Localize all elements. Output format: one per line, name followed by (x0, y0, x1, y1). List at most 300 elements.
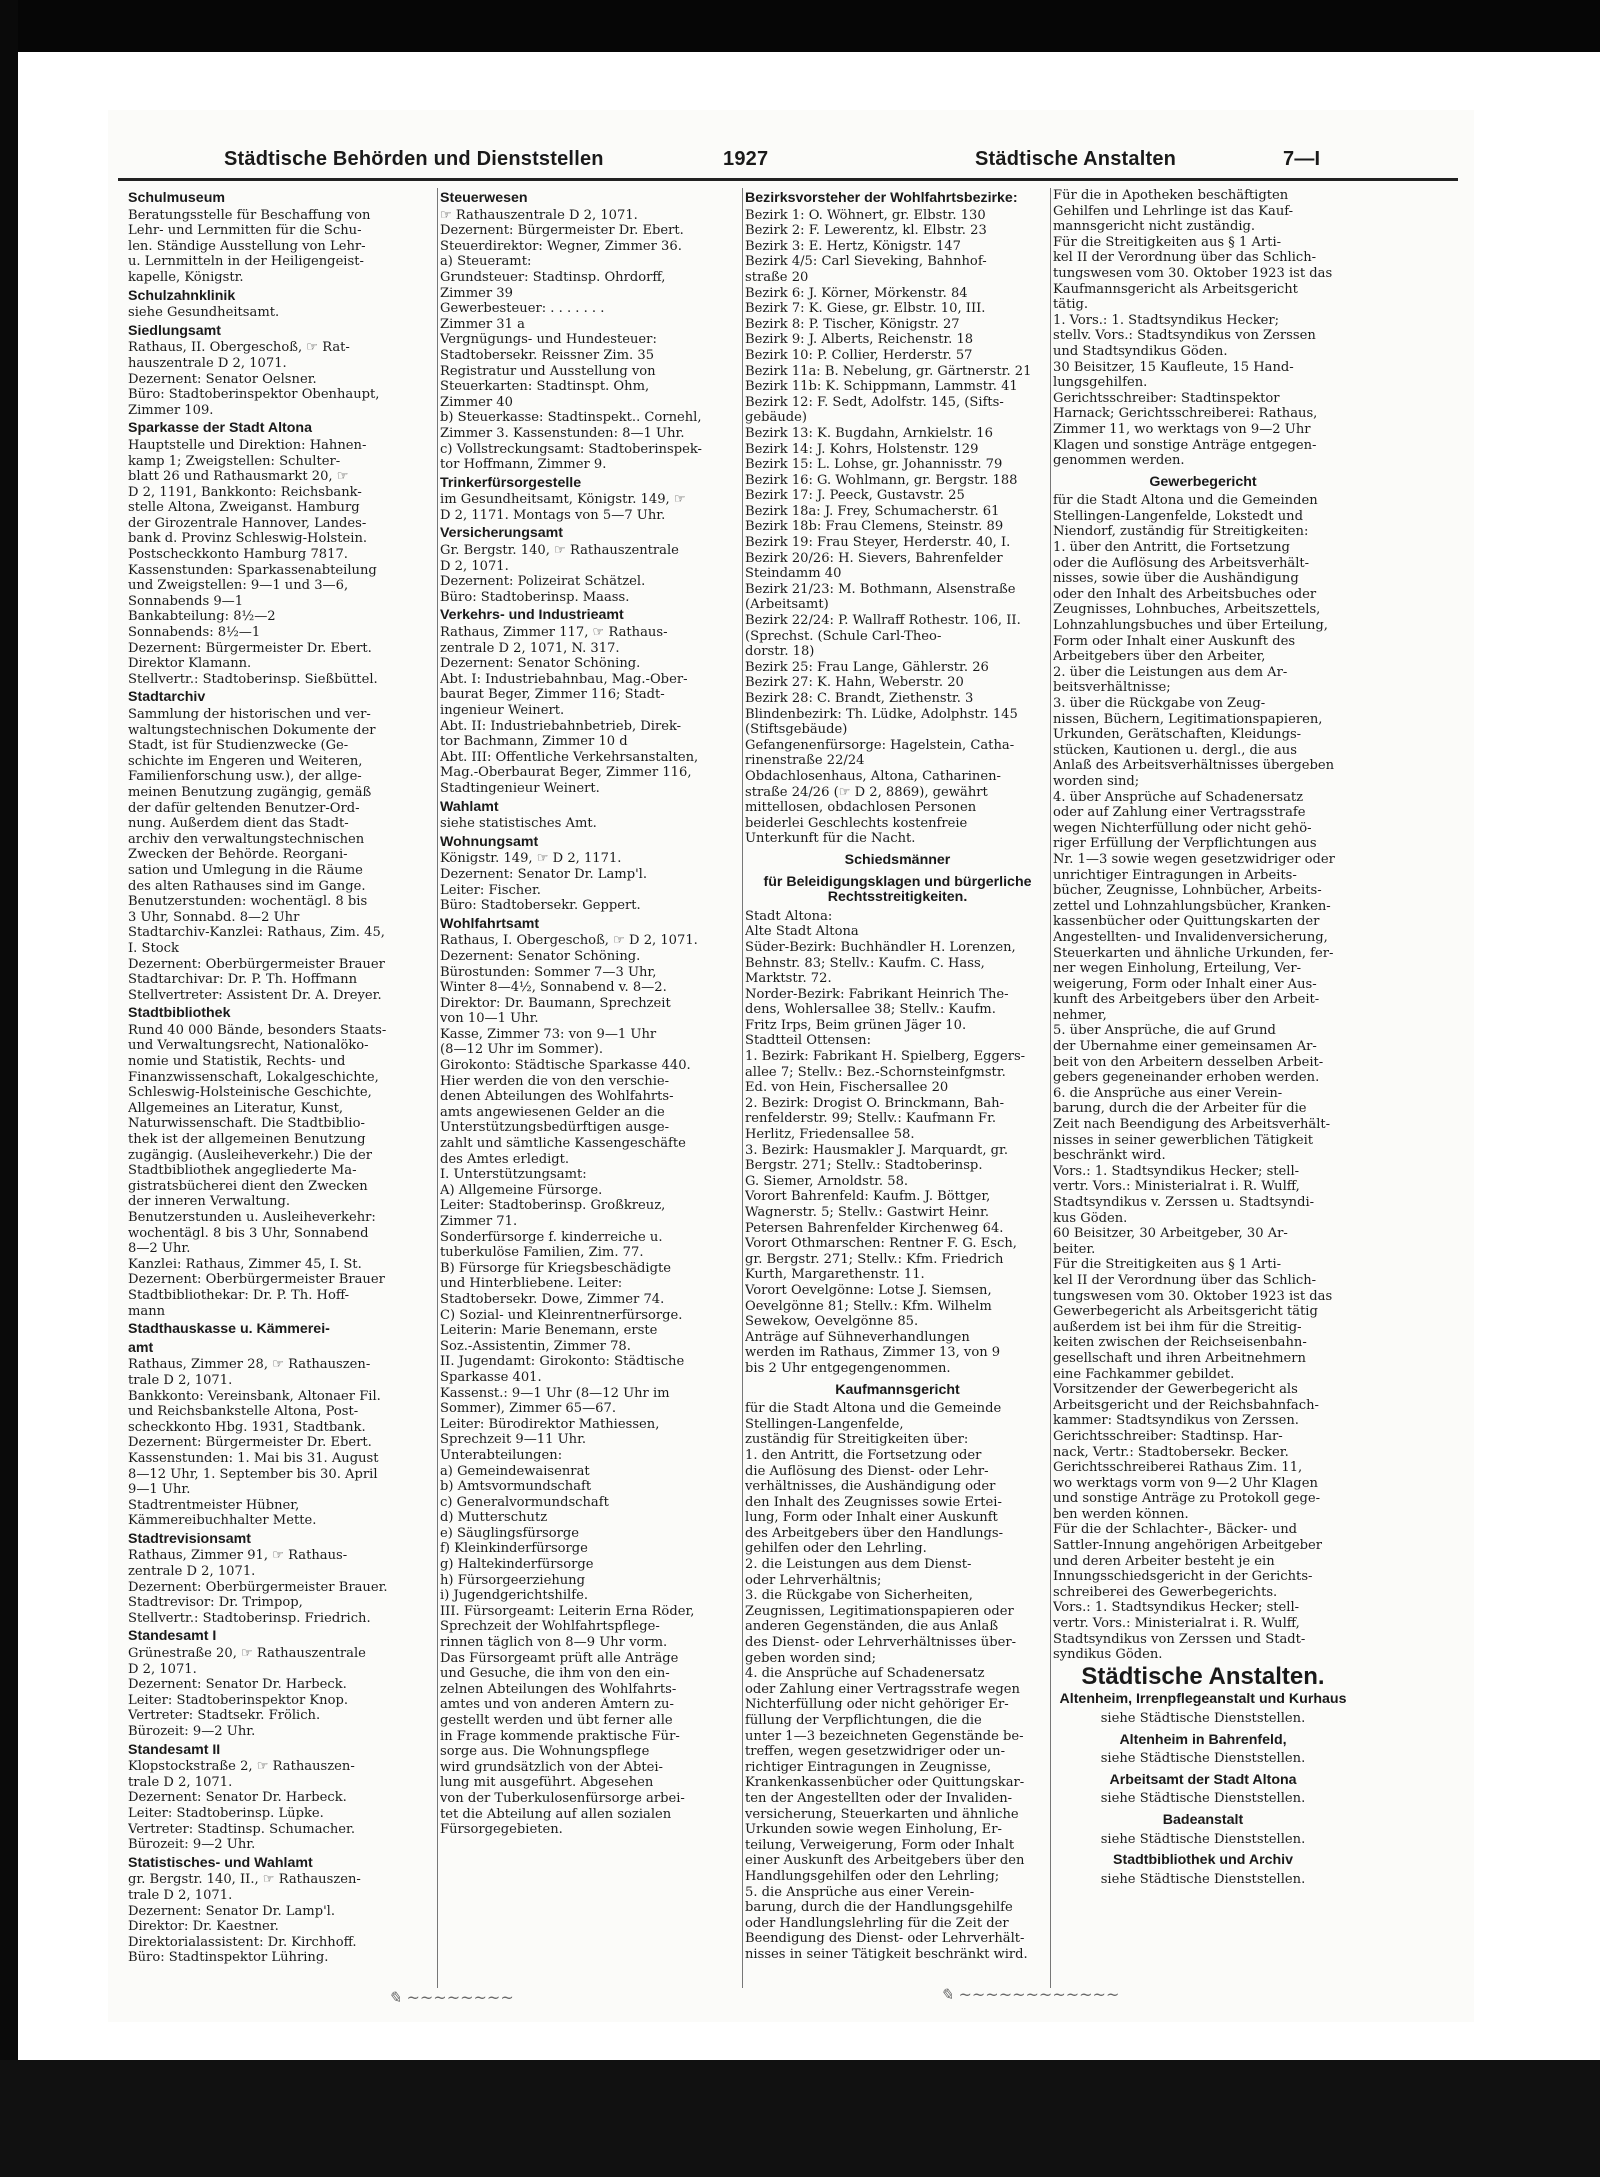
text-line: Dezernent: Oberbürgermeister Brauer (128, 1272, 385, 1288)
text-line: siehe statistisches Amt. (440, 816, 597, 832)
column-rule (437, 188, 438, 1988)
text-line: Registratur und Ausstellung von (440, 363, 656, 379)
text-line: vertr. Vors.: Ministerialrat i. R. Wulff, (1053, 1616, 1300, 1632)
text-line: Form oder Inhalt einer Auskunft des (1053, 633, 1296, 649)
text-line: in Frage kommende praktische Für- (440, 1728, 680, 1744)
text-line: zahlt und sämtliche Kassengeschäfte (440, 1136, 686, 1152)
text-line: Bezirk 1: O. Wöhnert, gr. Elbstr. 130 (745, 207, 986, 223)
text-line: siehe Städtische Dienststellen. (1100, 1871, 1306, 1887)
text-line: Leiter: Stadtoberinsp. Lüpke. (128, 1805, 324, 1821)
text-line: Das Fürsorgeamt prüft alle Anträge (440, 1650, 679, 1666)
text-line: b) Amtsvormundschaft (440, 1479, 592, 1495)
text-line: Vorsitzender der Gewerbegericht als (1053, 1382, 1298, 1398)
text-line: Leiterin: Marie Benemann, erste (440, 1323, 658, 1339)
text-line: 6. die Ansprüche aus einer Verein- (1053, 1085, 1283, 1101)
text-line: Abt. I: Industriebahnbau, Mag.-Ober- (440, 671, 688, 687)
text-line: Stadtingenieur Weinert. (440, 780, 600, 796)
text-line: Innungsschiedsgericht in der Gerichts- (1053, 1569, 1313, 1585)
text-line: allee 7; Stellv.: Bez.-Schornsteinfgmstr. (745, 1064, 1006, 1080)
text-line: bis 2 Uhr entgegengenommen. (745, 1360, 951, 1376)
text-line: ner wegen Einholung, Erteilung, Ver- (1053, 961, 1302, 977)
text-line: Bezirk 18b: Frau Clemens, Steinstr. 89 (745, 519, 1004, 535)
text-line: Leiter: Stadtoberinsp. Großkreuz, (440, 1198, 666, 1214)
text-line: des Arbeitgebers über den Handlungs- (745, 1525, 1004, 1541)
text-line: wochentägl. 8 bis 3 Uhr, Sonnabend (128, 1225, 369, 1241)
text-line: i) Jugendgerichtshilfe. (440, 1588, 588, 1604)
text-line: Hauptstelle und Direktion: Hahnen- (128, 437, 367, 453)
text-line: siehe Städtische Dienststellen. (1100, 1791, 1306, 1807)
text-line: trale D 2, 1071. (128, 1774, 233, 1790)
text-line: 3. die Rückgabe von Sicherheiten, (745, 1588, 973, 1604)
text-line: Kassenst.: 9—1 Uhr (8—12 Uhr im (440, 1385, 670, 1401)
text-line: rinnen täglich von 8—9 Uhr vorm. (440, 1635, 668, 1651)
text-line: nisses, sowie über die Aushändigung (1053, 571, 1299, 587)
text-line: die Auflösung des Dienst- oder Lehr- (745, 1463, 989, 1479)
text-line: meinen Benutzung zugängig, gemäß (128, 784, 372, 800)
text-line: Stadtarchiv-Kanzlei: Rathaus, Zim. 45, (128, 925, 385, 941)
text-line: Herlitz, Friedensallee 58. (745, 1127, 915, 1143)
text-line: von 10—1 Uhr. (440, 1011, 539, 1027)
header-year: 1927 (723, 148, 769, 170)
header-right-title: Städtische Anstalten (975, 148, 1177, 170)
text-line: (8—12 Uhr im Sommer). (440, 1042, 603, 1058)
text-line: straße 20 (745, 269, 809, 285)
text-line: D 2, 1071. (128, 1661, 197, 1677)
text-line: Stadtbibliothekar: Dr. P. Th. Hoff- (128, 1287, 350, 1303)
text-line: gr. Bergstr. 271; Stellv.: Kfm. Friedrich (745, 1251, 1004, 1267)
section-heading: Statistisches- und Wahlamt (128, 1854, 313, 1871)
text-line: Steindamm 40 (745, 566, 842, 582)
section-heading: Schulzahnklinik (128, 287, 236, 304)
text-line: und deren Arbeiter besteht je ein (1053, 1553, 1275, 1569)
text-line: 3 Uhr, Sonnabd. 8—2 Uhr (128, 909, 300, 925)
text-line: hauszentrale D 2, 1071. (128, 355, 287, 371)
text-line: Handlungsgehilfen oder den Lehrling; (745, 1868, 1000, 1884)
text-line: Bezirk 6: J. Körner, Mörkenstr. 84 (745, 285, 968, 301)
text-line: zentrale D 2, 1071, N. 317. (440, 640, 620, 656)
text-line: Schleswig-Holsteinische Geschichte, (128, 1085, 372, 1101)
text-line: Stadtteil Ottensen: (745, 1033, 871, 1049)
text-line: Dezernent: Senator Dr. Harbeck. (128, 1677, 347, 1693)
text-line: Steuerdirektor: Wegner, Zimmer 36. (440, 238, 682, 254)
section-heading: Gewerbegericht (1149, 473, 1257, 490)
text-line: Bezirk 2: F. Lewerentz, kl. Elbstr. 23 (745, 223, 987, 239)
header-page-number: 7—I (1283, 148, 1321, 170)
text-line: Sommer), Zimmer 65—67. (440, 1401, 616, 1417)
text-line: G. Siemer, Arnoldstr. 58. (745, 1173, 909, 1189)
text-line: nehmer, (1053, 1007, 1107, 1023)
text-line: dens, Wohlersallee 38; Stellv.: Kaufm. (745, 1002, 996, 1018)
text-line: Kämmereibuchhalter Mette. (128, 1513, 317, 1529)
text-line: unter 1—3 bezeichneten Gegenstände be- (745, 1728, 1024, 1744)
text-line: zuständig für Streitigkeiten über: (745, 1432, 969, 1448)
text-line: siehe Gesundheitsamt. (128, 305, 280, 321)
text-line: Bezirk 28: C. Brandt, Ziethenstr. 3 (745, 691, 974, 706)
text-line: stelle Altona, Zweiganst. Hamburg (128, 500, 360, 516)
text-line: Stadtobersekr. Reissner Zim. 35 (440, 347, 655, 363)
text-line: Bergstr. 271; Stellv.: Stadtoberinsp. (745, 1158, 983, 1174)
text-line: 8—2 Uhr. (128, 1241, 191, 1257)
text-line: g) Haltekinderfürsorge (440, 1557, 594, 1573)
text-line: blatt 26 und Rathausmarkt 20, ☞ (128, 469, 349, 485)
text-line: mittellosen, obdachlosen Personen (745, 800, 977, 816)
text-line: Bankkonto: Vereinsbank, Altonaer Fil. (128, 1388, 381, 1404)
text-line: Vorort Oevelgönne: Lotse J. Siemsen, (745, 1282, 992, 1298)
text-line: gistratsbücherei dient den Zwecken (128, 1178, 368, 1194)
section-heading: Wohnungsamt (440, 833, 539, 850)
text-line: Stadtsyndikus v. Zerssen u. Stadtsyndi- (1053, 1195, 1315, 1210)
text-line: bank d. Provinz Schleswig-Holstein. (128, 531, 368, 547)
text-line: Bürozeit: 9—2 Uhr. (128, 1837, 256, 1853)
text-line: gr. Bergstr. 140, II., ☞ Rathauszen- (128, 1872, 361, 1888)
text-line: der Girozentrale Hannover, Landes- (128, 515, 367, 531)
text-line: denen Abteilungen des Wohlfahrts- (440, 1089, 674, 1105)
text-line: D 2, 1171. Montags von 5—7 Uhr. (440, 507, 666, 523)
text-line: Norder-Bezirk: Fabrikant Heinrich The- (745, 986, 1009, 1002)
text-line: Obdachlosenhaus, Altona, Catharinen- (745, 768, 1001, 784)
text-line: außerdem ist bei ihm für die Streitig- (1053, 1319, 1302, 1335)
text-line: u. Lernmitteln in der Heiligengeist- (128, 254, 364, 270)
text-line: Zeugnisses, Lohnbuches, Arbeitszettels, (1053, 602, 1321, 618)
section-heading: Altenheim, Irrenpflegeanstalt und Kurhaus (1059, 1691, 1347, 1708)
text-line: D 2, 1071. (440, 558, 509, 574)
text-line: Nichterfüllung oder nicht gehöriger Er- (745, 1697, 1009, 1713)
text-line: Bezirk 7: K. Giese, gr. Elbstr. 10, III. (745, 301, 986, 317)
text-line: kunft des Arbeitgebers über den Arbeit- (1053, 992, 1320, 1008)
text-line: Abt. III: Öffentliche Verkehrsanstalten, (440, 749, 699, 765)
text-line: archiv den verwaltungstechnischen (128, 831, 365, 847)
text-line: geben worden sind; (745, 1650, 877, 1666)
text-line: Stadtarchivar: Dr. P. Th. Hoffmann (128, 972, 358, 988)
section-heading: Kaufmannsgericht (835, 1381, 960, 1398)
text-line: Stadt Altona: (745, 908, 833, 924)
section-heading: Altenheim in Bahrenfeld, (1119, 1731, 1287, 1748)
text-line: Steuerkarten und ähnliche Urkunden, fer- (1053, 945, 1334, 961)
section-heading: für Beleidigungsklagen und bürgerliche Rechtsstreitigkeiten. (763, 873, 1032, 906)
text-line: 5. die Ansprüche aus einer Verein- (745, 1884, 975, 1900)
text-line: tungswesen vom 30. Oktober 1923 ist das (1053, 1288, 1333, 1304)
text-line: richtiger Eintragungen in Zeugnisse, (745, 1759, 992, 1775)
text-line: den Inhalt des Zeugnisses sowie Ertei- (745, 1494, 1002, 1510)
text-line: D 2, 1191, Bankkonto: Reichsbank- (128, 484, 362, 500)
text-line: Lehr- und Lernmitten für die Schu- (128, 223, 362, 239)
text-line: Marktstr. 72. (745, 971, 832, 987)
text-line: Kassenstunden: Sparkassenabteilung (128, 562, 377, 578)
text-line: Winter 8—4½, Sonnabend v. 8—2. (440, 980, 667, 996)
text-line: Bezirk 8: P. Tischer, Königstr. 27 (745, 316, 960, 332)
text-line: Bezirk 19: Frau Steyer, Herderstr. 40, I. (745, 535, 1011, 551)
text-line: Gerichtsschreiber: Stadtinspektor (1053, 390, 1280, 406)
text-line: Dezernent: Senator Dr. Harbeck. (128, 1790, 347, 1806)
text-line: Büro: Stadtoberinsp. Maass. (440, 589, 630, 605)
text-line: nisses in seiner Tätigkeit beschränkt wird. (745, 1946, 1028, 1962)
text-line: kus Göden. (1053, 1210, 1128, 1226)
section-heading: Arbeitsamt der Stadt Altona (1109, 1771, 1297, 1788)
text-line: teilung, Verweigerung, Form oder Inhalt (745, 1837, 1015, 1853)
text-line: Rathaus, Zimmer 117, ☞ Rathaus- (440, 625, 668, 641)
text-line: wird grundsätzlich von der Abtei- (440, 1759, 663, 1775)
text-line: 1. Bezirk: Fabrikant H. Spielberg, Eggers- (745, 1049, 1026, 1065)
text-line: beit von den Arbeitern desselben Arbeit- (1053, 1054, 1324, 1070)
column-rule (1050, 188, 1051, 1988)
text-line: der dafür geltenden Benutzer-Ord- (128, 800, 360, 816)
text-line: scheckkonto Hbg. 1931, Stadtbank. (128, 1419, 366, 1435)
text-line: Bezirk 22/24: P. Wallraff Rothestr. 106, II. (745, 613, 1021, 629)
chapter-title: Städtische Anstalten. (1081, 1662, 1325, 1690)
text-line: Gerichtsschreiber: Stadtinsp. Har- (1053, 1428, 1283, 1444)
text-line: weigerung, Form oder Inhalt einer Aus- (1053, 976, 1317, 992)
text-line: des alten Rathauses sind im Gange. (128, 878, 366, 894)
text-line: Zwecken der Behörde. Reorgani- (128, 847, 348, 863)
text-line: Mag.-Oberbaurat Beger, Zimmer 116, (440, 765, 692, 781)
text-line: Für die Streitigkeiten aus § 1 Arti- (1053, 1257, 1282, 1273)
text-line: dorstr. 18) (745, 644, 815, 660)
text-line: Klopstockstraße 2, ☞ Rathauszen- (128, 1759, 355, 1775)
text-line: gesellschaft und ihren Arbeitnehmern (1053, 1350, 1306, 1366)
text-line: Gr. Bergstr. 140, ☞ Rathauszentrale (440, 543, 679, 559)
text-line: Bankabteilung: 8½—2 (128, 609, 276, 625)
text-line: 3. Bezirk: Hausmakler J. Marquardt, gr. (745, 1142, 1009, 1158)
section-heading: Bezirksvorsteher der Wohlfahrtsbezirke: (745, 190, 1018, 206)
text-line: Bezirk 16: G. Wohlmann, gr. Bergstr. 188 (745, 472, 1018, 488)
text-line: stellv. Vors.: Stadtsyndikus von Zerssen (1053, 328, 1316, 344)
text-line: bücher, Zeugnisse, Lohnbücher, Arbeits- (1053, 883, 1322, 899)
text-line: Büro: Stadtoberinspektor Obenhaupt, (128, 387, 380, 403)
text-line: gehilfen oder den Lehrling. (745, 1541, 927, 1557)
text-line: kamp 1; Zweigstellen: Schulter- (128, 453, 341, 469)
text-line: beschränkt wird. (1053, 1148, 1166, 1164)
text-line: I. Unterstützungsamt: (440, 1167, 587, 1183)
text-column-2 (440, 188, 743, 1838)
section-heading: Versicherungsamt (440, 525, 564, 542)
text-line: Bürostunden: Sommer 7—3 Uhr, (440, 964, 657, 980)
text-line: und Gesuche, die ihm von den ein- (440, 1666, 670, 1682)
text-line: Direktor: Dr. Baumann, Sprechzeit (440, 995, 671, 1011)
text-line: Dezernent: Bürgermeister Dr. Ebert. (128, 1435, 372, 1451)
text-line: Bürozeit: 9—2 Uhr. (128, 1724, 256, 1739)
text-line: Vorort Othmarschen: Rentner F. G. Esch, (745, 1236, 1017, 1252)
text-line: amtes und von anderen Ämtern zu- (440, 1697, 674, 1713)
text-line: Blindenbezirk: Th. Lüdke, Adolphstr. 145 (745, 706, 1018, 722)
text-line: 1. über den Antritt, die Fortsetzung (1053, 540, 1290, 556)
text-line: Zimmer 3. Kassenstunden: 8—1 Uhr. (440, 425, 685, 441)
text-line: Dezernent: Senator Schöning. (440, 656, 641, 672)
section-heading: Standesamt I (128, 1628, 217, 1645)
text-line: 5. über Ansprüche, die auf Grund (1053, 1023, 1276, 1039)
text-line: treffen, wegen gesetzwidriger oder un- (745, 1744, 1006, 1760)
text-line: Stadt, ist für Studienzwecke (Ge- (128, 738, 349, 754)
section-heading: Stadtarchiv (128, 689, 206, 706)
text-line: für die Stadt Altona und die Gemeinde (745, 1401, 1002, 1417)
text-line: Zimmer 109. (128, 402, 214, 418)
text-line: einer Auskunft des Arbeitgebers über den (745, 1853, 1025, 1869)
text-column-3 (745, 188, 1050, 1963)
text-line: Allgemeines an Literatur, Kunst, (128, 1100, 344, 1116)
text-line: mann (128, 1303, 166, 1319)
text-line: Dezernent: Senator Schöning. (440, 948, 641, 964)
text-line: Büro: Stadtobersekr. Geppert. (440, 898, 641, 914)
text-line: von der Tuberkulosenfürsorge arbei- (440, 1790, 685, 1806)
text-line: Bezirk 10: P. Collier, Herderstr. 57 (745, 347, 973, 363)
running-header (118, 148, 1458, 181)
text-line: 60 Beisitzer, 30 Arbeitgeber, 30 Ar- (1053, 1226, 1288, 1242)
text-line: Unterkunft für die Nacht. (745, 831, 916, 847)
text-line: tor Hoffmann, Zimmer 9. (440, 457, 607, 473)
text-line: 2. Bezirk: Drogist O. Brinckmann, Bah- (745, 1095, 1004, 1111)
text-line: füllung der Verpflichtungen, die die (745, 1713, 982, 1728)
text-line: beiderlei Geschlechts kostenfreie (745, 815, 968, 831)
text-line: Stadtobersekr. Dowe, Zimmer 74. (440, 1291, 665, 1307)
text-line: Familienforschung usw.), der allge- (128, 769, 362, 785)
text-line: Vors.: 1. Stadtsyndikus Hecker; stell- (1053, 1600, 1300, 1616)
text-line: d) Mutterschutz (440, 1510, 548, 1526)
text-line: a) Steueramt: (440, 254, 532, 270)
text-line: Niendorf, zuständig für Streitigkeiten: (1053, 524, 1309, 540)
text-line: Büro: Stadtinspektor Lühring. (128, 1950, 329, 1966)
text-line: Für die der Schlachter-, Bäcker- und (1053, 1522, 1298, 1538)
text-line: und Stadtsyndikus Göden. (1053, 343, 1228, 359)
text-line: schichte im Engeren und Weiteren, (128, 753, 363, 769)
scan-border-left (0, 0, 18, 2177)
text-line: waltungstechnischen Dokumente der (128, 722, 376, 738)
text-line: beitsverhältnisse; (1053, 680, 1171, 696)
text-line: gebers gegeneinander erhoben werden. (1053, 1070, 1320, 1086)
text-line: Dezernent: Bürgermeister Dr. Ebert. (440, 223, 684, 239)
text-line: Angestellten- und Invalidenversicherung, (1053, 929, 1328, 945)
text-line: Sattler-Innung angehörigen Arbeitgeber (1053, 1538, 1323, 1554)
text-line: Urkunden sowie wegen Einholung, Er- (745, 1822, 1002, 1838)
text-line: zentrale D 2, 1071. (128, 1564, 256, 1580)
text-line: c) Vollstreckungsamt: Stadtoberinspek- (440, 441, 702, 457)
text-line: vertr. Vors.: Ministerialrat i. R. Wulff, (1053, 1179, 1300, 1195)
text-line: zettel und Lohnzahlungsbücher, Kranken- (1053, 898, 1331, 914)
text-line: lung mit ausgeführt. Abgesehen (440, 1775, 654, 1791)
text-line: Vertreter: Stadtsekr. Frölich. (128, 1708, 321, 1724)
text-line: Klagen und sonstige Anträge entgegen- (1053, 437, 1317, 453)
text-line: versicherung, Steuerkarten und ähnliche (745, 1806, 1019, 1822)
section-heading: Stadthauskasse u. Kämmerei- (128, 1321, 330, 1338)
text-line: stücken, Kautionen u. dergl., die aus (1053, 742, 1297, 758)
text-line: Kaufmannsgericht als Arbeitsgericht (1053, 281, 1298, 297)
text-line: 1. den Antritt, die Fortsetzung oder (745, 1447, 982, 1463)
text-line: Dezernent: Senator Oelsner. (128, 371, 317, 387)
text-line: Krankenkassenbücher oder Quittungskar- (745, 1775, 1025, 1791)
text-line: Sonnabends: 8½—1 (128, 625, 261, 641)
text-line: Sammlung der historischen und ver- (128, 707, 371, 722)
text-line: 4. über Ansprüche auf Schadenersatz (1053, 789, 1304, 805)
text-line: Arbeitsgericht und der Reichsbahnfach- (1053, 1397, 1319, 1413)
text-line: Naturwissenschaft. Die Stadtbiblio- (128, 1116, 365, 1132)
text-line: oder Zahlung einer Vertragsstrafe wegen (745, 1681, 1020, 1697)
text-line: B) Fürsorge für Kriegsbeschädigte (440, 1260, 671, 1276)
text-line: 30 Beisitzer, 15 Kaufleute, 15 Hand- (1053, 359, 1294, 375)
text-line: Beratungsstelle für Beschaffung von (128, 207, 371, 223)
text-line: lungsgehilfen. (1053, 375, 1148, 391)
text-line: Stadtrentmeister Hübner, (128, 1497, 300, 1513)
text-line: Gewerbegericht als Arbeitsgericht tätig (1053, 1304, 1318, 1320)
text-line: im Gesundheitsamt, Königstr. 149, ☞ (440, 492, 686, 508)
text-line: Wagnerstr. 5; Stellv.: Gastwirt Heinr. (745, 1205, 990, 1220)
section-heading: Siedlungsamt (128, 322, 222, 339)
text-line: a) Gemeindewaisenrat (440, 1463, 590, 1479)
text-line: Bezirk 20/26: H. Sievers, Bahrenfelder (745, 550, 1003, 566)
text-line: Gehilfen und Lehrlinge ist das Kauf- (1053, 203, 1294, 219)
text-line: 8—12 Uhr, 1. September bis 30. April (128, 1466, 378, 1482)
text-line: kel II der Verordnung über das Schlich- (1053, 1272, 1317, 1288)
text-line: h) Fürsorgeerziehung (440, 1572, 585, 1588)
scan-border-top (0, 0, 1600, 52)
text-line: Zimmer 40 (440, 394, 513, 410)
text-line: Direktor: Dr. Kaestner. (128, 1919, 279, 1935)
text-line: Stellvertr.: Stadtoberinsp. Friedrich. (128, 1610, 371, 1626)
text-line: sorge aus. Die Wohnungspflege (440, 1744, 650, 1760)
text-line: Stadtbibliothek angegliederte Ma- (128, 1163, 357, 1179)
text-line: oder Handlungslehrling für die Zeit der (745, 1915, 1009, 1931)
text-line: tätig. (1053, 297, 1089, 313)
text-line: Bezirk 11b: K. Schippmann, Lammstr. 41 (745, 379, 1018, 395)
text-line: Königstr. 149, ☞ D 2, 1171. (440, 851, 622, 867)
text-line: Bezirk 18a: J. Frey, Schumacherstr. 61 (745, 503, 1000, 519)
text-line: zelnen Abteilungen des Wohlfahrts- (440, 1681, 677, 1697)
handwritten-annotation: ✎ ~~~~~~~~ (388, 1988, 514, 2007)
text-line: Zeugnissen, Legitimationspapieren oder (745, 1603, 1014, 1619)
scan-border-bottom (0, 2060, 1600, 2177)
handwritten-annotation: ✎ ~~~~~~~~~~~~ (940, 1985, 1120, 2004)
text-line: (Arbeitsamt) (745, 597, 829, 613)
text-line: Rund 40 000 Bände, besonders Staats- (128, 1022, 387, 1038)
section-heading: amt (128, 1339, 154, 1356)
text-line: und Zweigstellen: 9—1 und 3—6, (128, 578, 349, 594)
section-heading: Verkehrs- und Industrieamt (440, 607, 624, 624)
text-line: anderen Gegenständen, die aus Anlaß (745, 1619, 999, 1635)
text-line: Rathaus, I. Obergeschoß, ☞ D 2, 1071. (440, 933, 698, 949)
text-line: Direktor Klamann. (128, 656, 252, 672)
text-line: der inneren Verwaltung. (128, 1194, 291, 1210)
text-line: werden im Rathaus, Zimmer 13, von 9 (745, 1345, 1001, 1361)
text-line: unrichtiger Eintragungen in Arbeits- (1053, 867, 1297, 883)
text-line: Kassenstunden: 1. Mai bis 31. August (128, 1450, 379, 1466)
text-line: Süder-Bezirk: Buchhändler H. Lorenzen, (745, 939, 1016, 955)
text-line: tuberkulöse Familien, Zim. 77. (440, 1245, 644, 1261)
text-line: Grünestraße 20, ☞ Rathauszentrale (128, 1646, 366, 1662)
text-line: Rathaus, Zimmer 91, ☞ Rathaus- (128, 1548, 348, 1564)
text-line: Unterabteilungen: (440, 1447, 563, 1463)
text-line: Zimmer 39 (440, 285, 513, 301)
text-line: Stellvertreter: Assistent Dr. A. Dreyer. (128, 987, 382, 1003)
text-line: Abt. II: Industriebahnbetrieb, Direk- (440, 718, 682, 734)
text-line: oder die Auflösung des Arbeitsverhält- (1053, 555, 1310, 571)
text-line: Leiter: Fischer. (440, 882, 541, 898)
text-column-1 (128, 188, 434, 1966)
text-line: Girokonto: Städtische Sparkasse 440. (440, 1058, 691, 1074)
text-line: Gefangenenfürsorge: Hagelstein, Catha- (745, 737, 1015, 753)
text-line: 1. Vors.: 1. Stadtsyndikus Hecker; (1053, 312, 1280, 328)
text-line: Vorort Bahrenfeld: Kaufm. J. Böttger, (745, 1189, 991, 1205)
text-line: Benutzerstunden u. Ausleiheverkehr: (128, 1210, 376, 1225)
text-line: II. Jugendamt: Girokonto: Städtische (440, 1354, 685, 1370)
text-line: Benutzerstunden: wochentägl. 8 bis (128, 894, 368, 910)
text-line: Für die Streitigkeiten aus § 1 Arti- (1053, 234, 1282, 250)
text-line: tet die Abteilung auf allen sozialen (440, 1806, 672, 1822)
text-line: kapelle, Königstr. (128, 269, 244, 285)
text-line: ben werden können. (1053, 1506, 1189, 1522)
text-line: C) Sozial- und Kleinrentnerfürsorge. (440, 1307, 683, 1323)
text-line: Ed. von Hein, Fischersallee 20 (745, 1080, 949, 1096)
text-line: der Übernahme einer gemeinsamen Ar- (1053, 1039, 1317, 1055)
text-line: und Verwaltungsrecht, Nationalöko- (128, 1038, 369, 1054)
text-line: Stellvertr.: Stadtoberinsp. Sießbüttel. (128, 671, 378, 687)
text-line: Harnack; Gerichtsschreiberei: Rathaus, (1053, 406, 1318, 422)
